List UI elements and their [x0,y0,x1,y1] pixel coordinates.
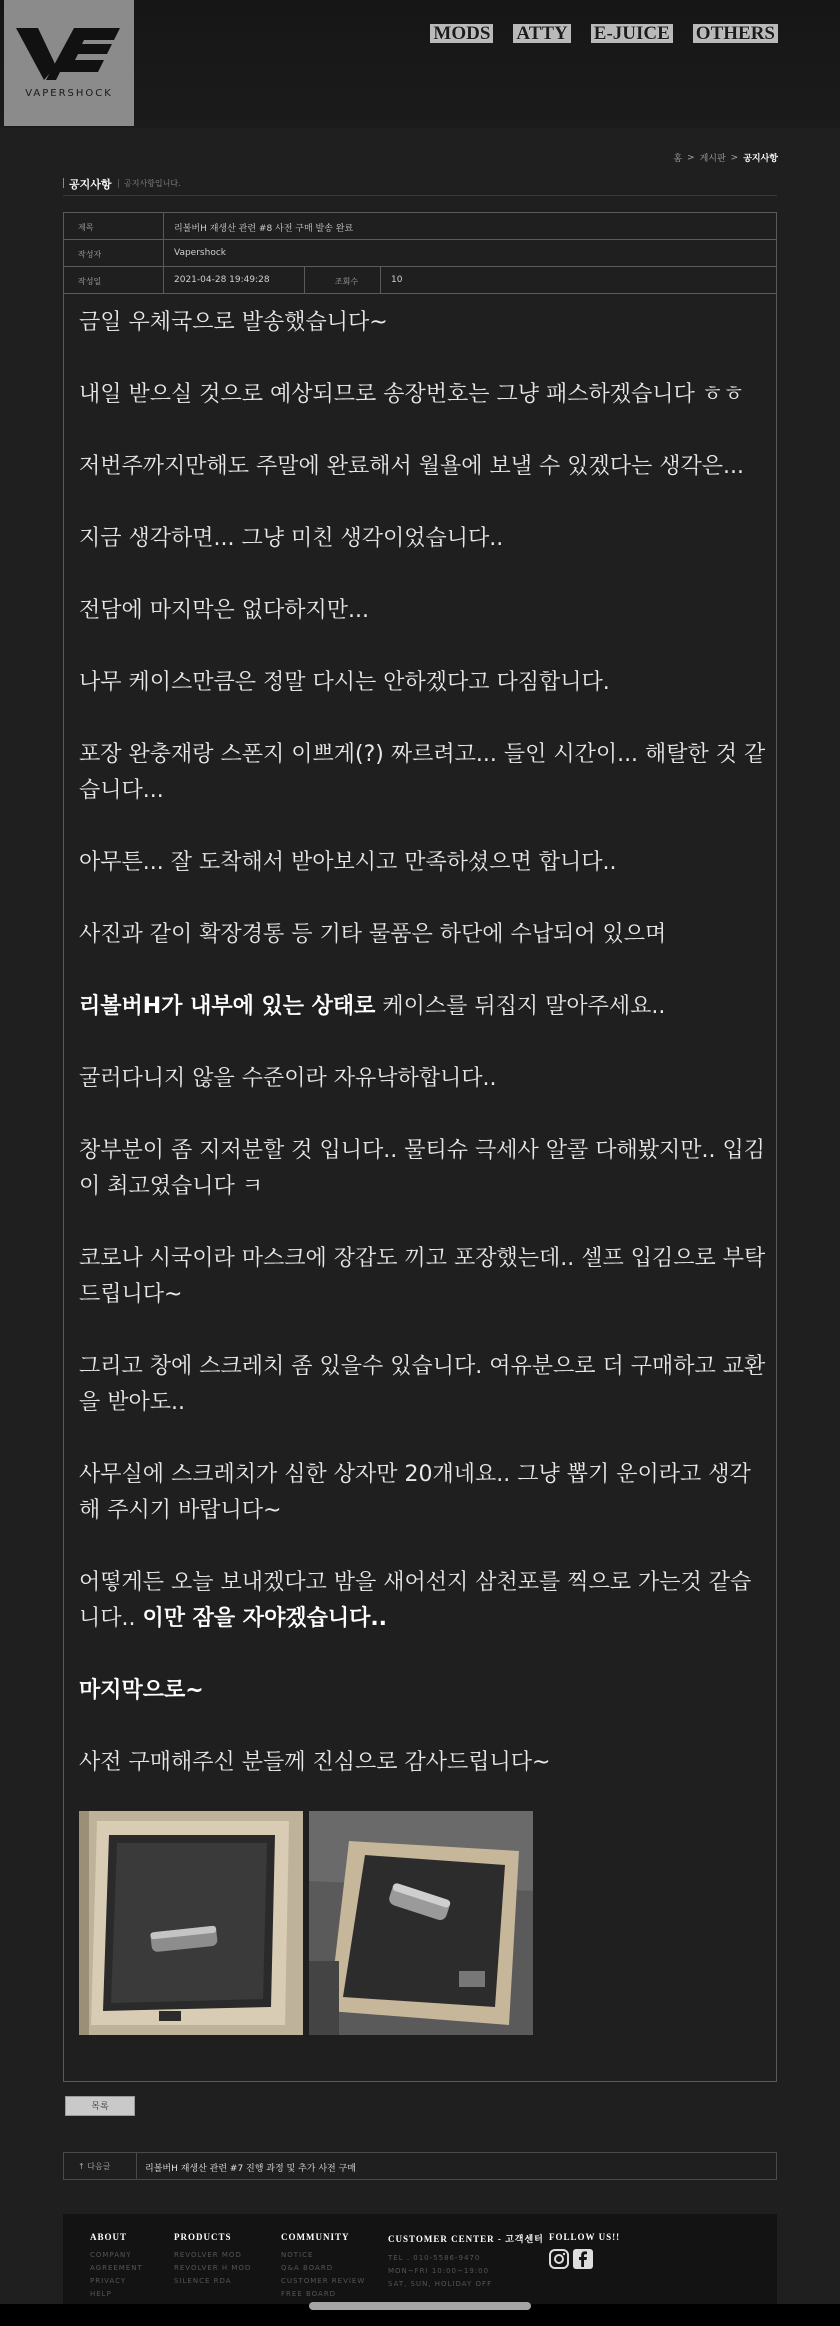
footer-about-title: ABOUT [90,2232,128,2242]
post-paragraph-mixed [79,1565,769,1637]
footer-customer-title: CUSTOMER CENTER - 고객센터 [388,2234,544,2244]
board-title: 공지사항 [69,178,112,191]
post-views: 10 [380,267,402,293]
mixed-bold: 이만 잠을 자야겠습니다.. [142,1606,388,1631]
footer-link[interactable]: SILENCE RDA [174,2277,232,2285]
post-date-row [64,267,776,294]
site-logo[interactable] [4,0,134,126]
nav-mods[interactable]: MODS [430,24,493,43]
post-paragraph: 지금 생각하면... 그냥 미친 생각이었습니다.. [79,526,504,551]
emphasis-rest: 케이스를 뒤집지 말아주세요.. [375,994,666,1019]
post-paragraph: 창부분이 좀 지저분할 것 입니다.. 물티슈 극세사 알콜 다해봤지만.. 입김이 최고였습니다 ㅋ [79,1138,765,1199]
footer-follow-title: FOLLOW US!! [549,2232,621,2242]
post-paragraph: 포장 완충재랑 스폰지 이쁘게(?) 짜르려고... 들인 시간이... 해탈한 것 같습니다... [79,742,766,803]
list-button[interactable]: 목록 [65,2096,135,2116]
facebook-icon[interactable] [573,2249,593,2269]
footer-link[interactable]: REVOLVER H MOD [174,2264,252,2272]
post-paragraph: 굴러다니지 않을 수준이라 자유낙하합니다.. [79,1066,497,1091]
post-paragraph-emphasis [79,989,769,1025]
post-paragraph: 사진과 같이 확장경통 등 기타 물품은 하단에 수납되어 있으며 [79,922,667,947]
post-author: Vapershock [163,240,226,266]
site-header [0,0,840,128]
post-author-label: 작성자 [78,250,102,259]
breadcrumb-home[interactable]: 홈 [673,154,683,164]
post-photo-1[interactable] [79,1811,303,2035]
breadcrumb-board[interactable]: 게시판 [699,154,726,164]
post-author-row [64,240,776,267]
nav-others[interactable]: OTHERS [693,24,778,43]
post-paragraph: 코로나 시국이라 마스크에 장갑도 끼고 포장했는데.. 셀프 입김으로 부탁드립니다~ [79,1246,766,1307]
post-view [63,212,777,2082]
post-date-label: 작성일 [78,277,102,286]
logo-mark-icon [16,22,122,82]
next-post-label-text: 다음글 [87,2162,111,2171]
post-title-row [64,213,776,240]
footer-link[interactable]: PRIVACY [90,2277,127,2285]
final-bold: 마지막으로~ [79,1678,204,1703]
footer-community-title: COMMUNITY [281,2232,350,2242]
footer-customer [388,2232,544,2291]
post-paragraph: 사무실에 스크레치가 심한 상자만 20개네요.. 그냥 뽑기 운이라고 생각해 주시기 바랍니다~ [79,1462,751,1523]
mixed-normal: 어떻게든 오늘 보내겠다고 밤을 새어선지 삼천포를 찍으로 가는것 같습니다.. [79,1570,752,1631]
footer-products-title: PRODUCTS [174,2232,232,2242]
footer-about [90,2232,143,2301]
footer-info: SAT, SUN, HOLIDAY OFF [388,2280,493,2288]
post-paragraph: 금일 우체국으로 발송했습니다~ [79,310,388,335]
breadcrumb-separator: > [687,152,695,163]
footer-info: MON~FRI 10:00~19:00 [388,2267,490,2275]
footer-link[interactable]: CUSTOMER REVIEW [281,2277,366,2285]
next-post-row[interactable] [63,2152,777,2180]
breadcrumb-separator: > [730,152,739,163]
post-paragraph: 아무튼... 잘 도착해서 받아보시고 만족하셨으면 합니다.. [79,850,617,875]
footer-follow [549,2232,620,2269]
post-paragraph-bold [79,1673,769,1709]
footer-link[interactable]: FREE BOARD [281,2290,337,2298]
open-case-photo-icon [309,1811,533,2035]
post-date: 2021-04-28 19:49:28 [163,267,270,293]
nav-atty[interactable]: ATTY [513,24,570,43]
social-links [549,2249,620,2269]
footer-info: TEL . 010-5586-9470 [388,2254,481,2262]
post-views-label: 조회수 [304,267,388,293]
footer-link[interactable]: HELP [90,2290,112,2298]
instagram-icon[interactable] [549,2249,569,2269]
post-paragraph: 그리고 창에 스크레치 좀 있을수 있습니다. 여유분으로 더 구매하고 교환을 받아도.. [79,1354,766,1415]
post-photo-2[interactable] [309,1811,533,2035]
post-title: 리볼버H 재생산 관련 #8 사전 구매 발송 완료 [163,213,353,239]
post-title-label: 제목 [78,223,94,232]
post-paragraph: 내일 받으실 것으로 예상되므로 송장번호는 그냥 패스하겠습니다 ㅎㅎ [79,382,745,407]
board-subtitle: 공지사항입니다. [124,179,181,188]
logo-text: VAPERSHOCK [25,88,113,99]
breadcrumb-current: 공지사항 [743,154,778,164]
footer-link[interactable]: NOTICE [281,2251,314,2259]
nav-e-juice[interactable]: E-JUICE [591,24,673,43]
post-photos [79,1811,533,2035]
post-paragraph: 전담에 마지막은 없다하지만... [79,598,369,623]
post-paragraph: 사전 구매해주신 분들께 진심으로 감사드립니다~ [79,1750,551,1775]
wood-case-photo-icon [79,1811,303,2035]
main-nav [430,24,778,43]
footer-link[interactable]: REVOLVER MOD [174,2251,242,2259]
footer-link[interactable]: Q&A BOARD [281,2264,334,2272]
footer-link[interactable]: AGREEMENT [90,2264,143,2272]
footer-link[interactable]: COMPANY [90,2251,132,2259]
footer-products [174,2232,251,2288]
next-post-label: ↑ 다음글 [78,2162,111,2171]
footer-community [281,2232,365,2301]
emphasis-text: 리볼버H가 내부에 있는 상태로 [79,994,376,1019]
breadcrumb [673,151,778,164]
board-header [63,176,777,196]
post-paragraph: 저번주까지만해도 주말에 완료해서 월욜에 보낼 수 있겠다는 생각은... [79,454,744,479]
next-post-title[interactable]: 리볼버H 재생산 관련 #7 진행 과정 및 추가 사전 구매 [136,2153,356,2179]
site-footer [63,2214,777,2304]
post-content [79,305,769,1817]
home-indicator[interactable] [309,2302,531,2310]
post-paragraph: 나무 케이스만큼은 정말 다시는 안하겠다고 다짐합니다. [79,670,610,695]
